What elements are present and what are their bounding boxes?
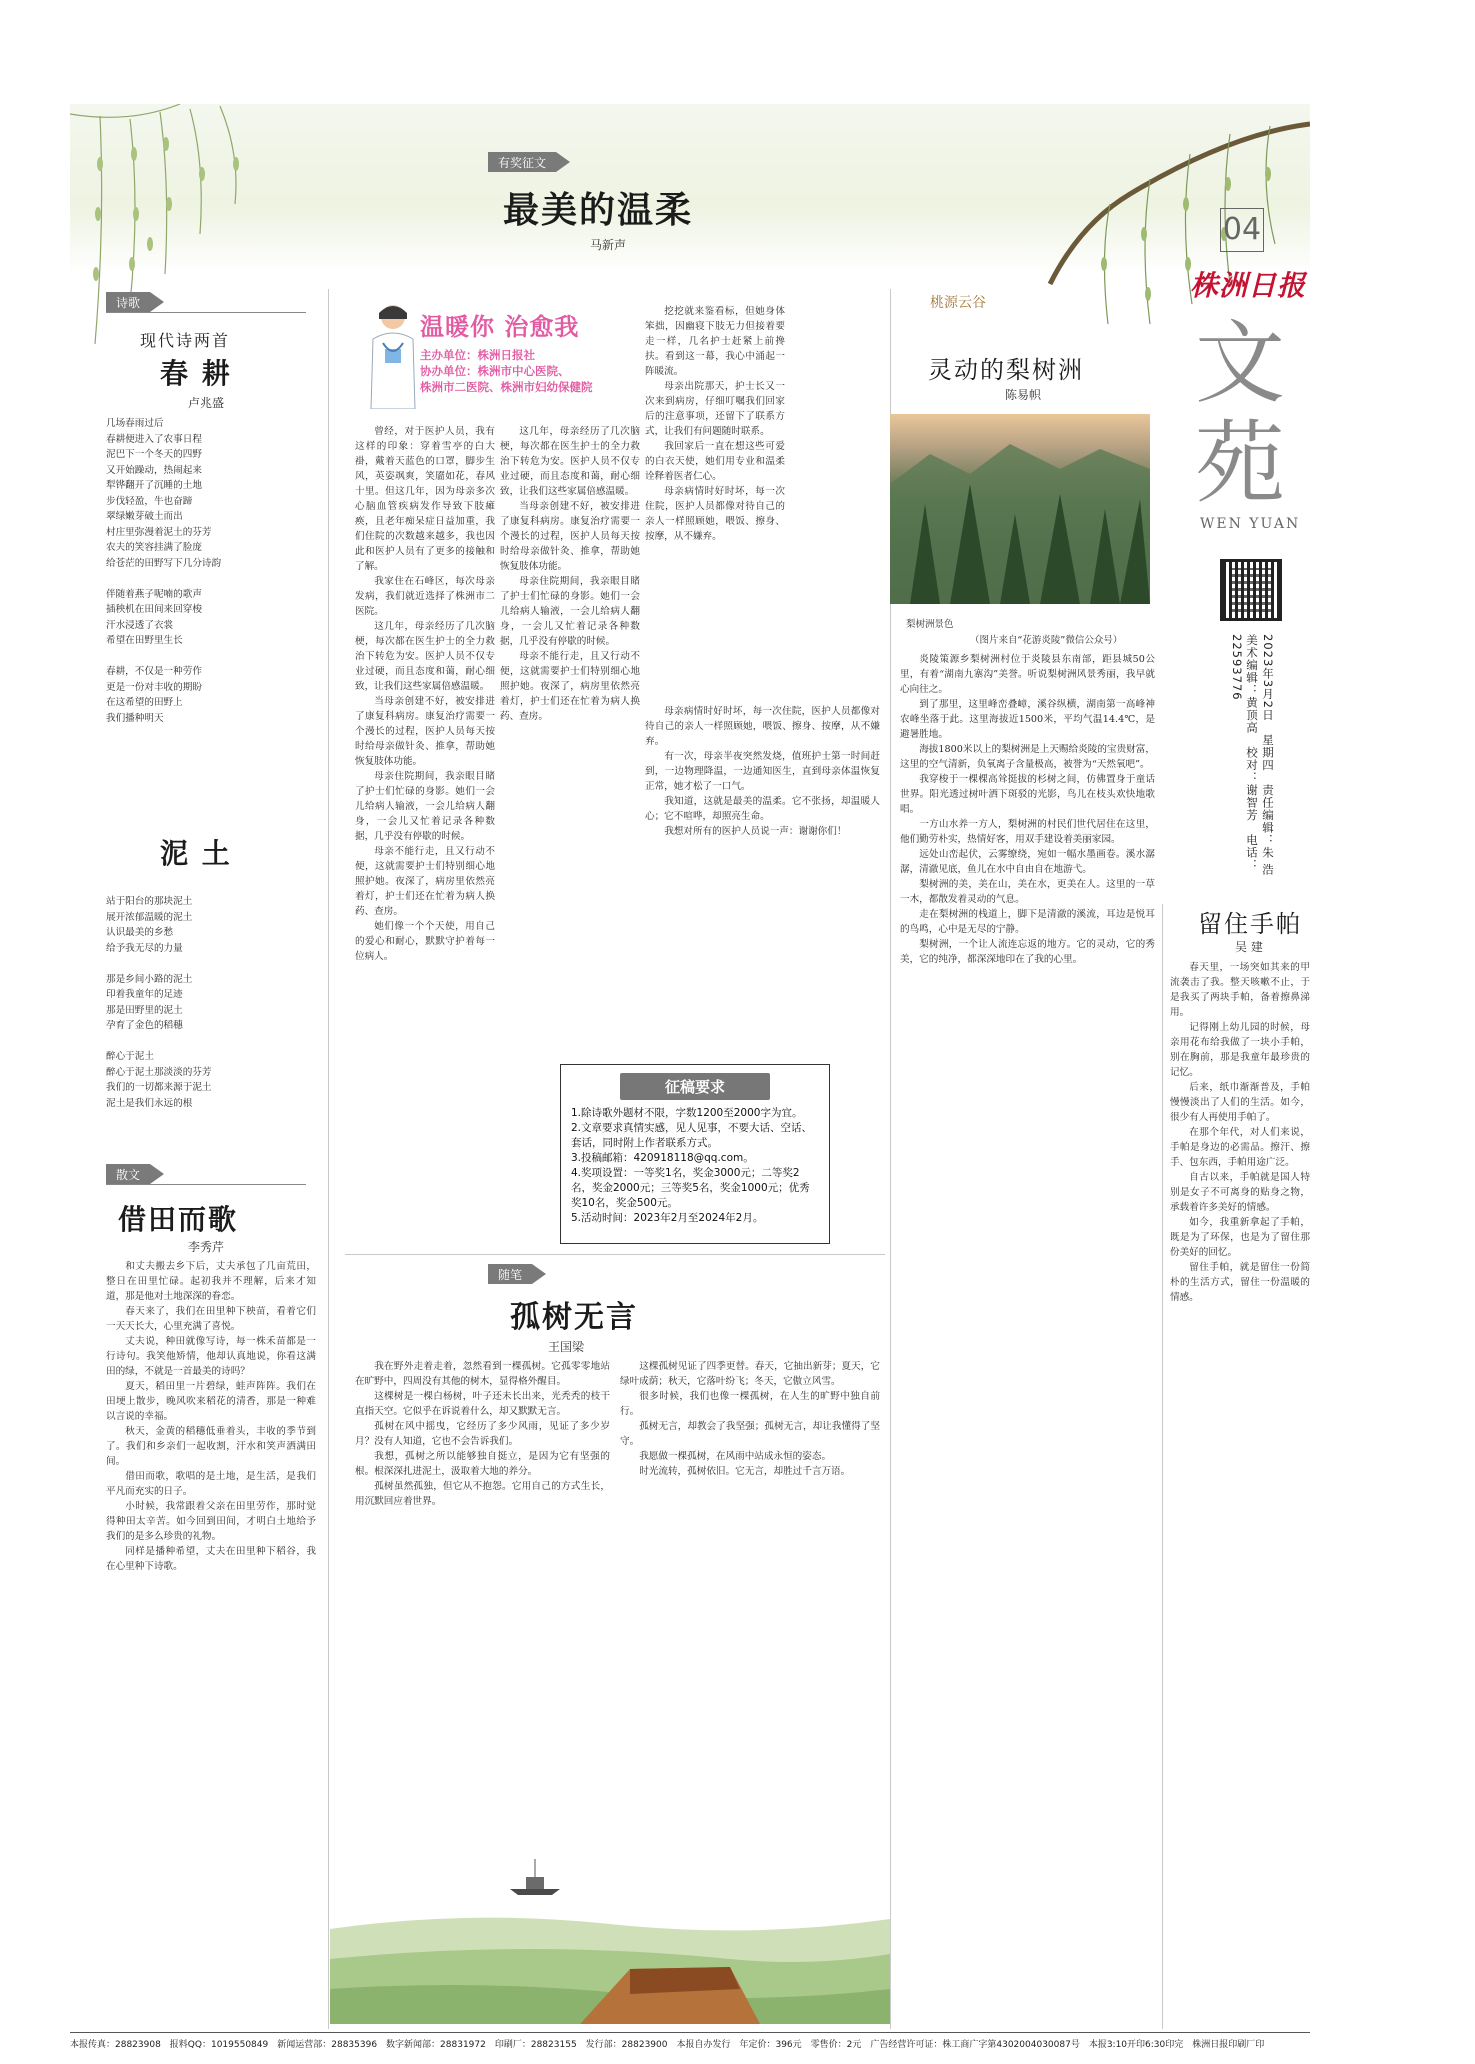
poem2-body: [106, 894, 316, 1184]
call-box-title: 征稿要求: [620, 1073, 770, 1100]
poem1-body: [106, 416, 316, 856]
section-divider: [345, 1254, 885, 1255]
call-box-item: 5.活动时间：2023年2月至2024年2月。: [571, 1212, 764, 1224]
section-tag-essay: 散文: [106, 1164, 150, 1184]
tree-article-column-1: 我在野外走着走着，忽然看到一棵孤树。它孤零零地站在旷野中，四周没有其他的树木，显得格外醒目。 这棵树是一棵白杨树，叶子还未长出来，光秃秃的枝干直指天空。它似乎在诉说着什么，却又默默无言。 孤树在风中摇曳，它经历了多少风雨，见证了多少岁月？没有人知道，它也不会告诉我们。 我想，孤树之所以能够独自挺立，是因为它有坚强的根。根深深扎进泥土，汲取着大地的养分。 孤树虽然孤独，但它从不抱怨。它用自己的方式生长，用沉默回应着世界。: [355, 1361, 610, 1507]
column-divider: [328, 289, 329, 2029]
poem-line: 我们的一切都来源于泥土: [106, 1082, 212, 1093]
section-name-cn: 文苑: [1195, 311, 1285, 516]
poem-line: 孕育了金色的稻穗: [106, 1020, 183, 1031]
brand-logo-peach-valley: 桃源云谷: [930, 295, 986, 311]
page-footer: 本报传真：28823908 报料QQ：1019550849 新闻运营部：28835396 数字新闻部：28831972 印刷厂：28823155 发行部：28823900 本报自办发行 年定价：396元 零售价：2元 广告经营许可证：株工商广字第4302004030087号 本报3:10开印6:30印完 株洲日报印刷厂印: [70, 2032, 1310, 2054]
poem-line: [106, 649, 316, 665]
poem-line: 给予我无尽的力量: [106, 942, 183, 954]
main-article-column-4: 母亲病情时好时坏，每一次住院，医护人员都像对待自己的亲人一样照顾她，喂饭、擦身、按摩，从不嫌弃。 有一次，母亲半夜突然发烧，值班护士第一时间赶到，一边物理降温，一边通知医生，直到母亲体温恢复正常，她才松了一口气。 我知道，这就是最美的温柔。它不张扬，却温暖人心；它不喧哗，却照亮生命。 我想对所有的医护人员说一声：谢谢你们！: [645, 706, 880, 837]
poem-line: 农夫的笑容挂满了脸庞: [106, 542, 202, 553]
page-number: 04: [1220, 208, 1264, 252]
poem-line: 泥巴下一个冬天的四野: [106, 449, 202, 460]
tag-underline: [106, 1184, 306, 1185]
tree-article-title: 孤树无言: [510, 1300, 638, 1335]
call-box-item: 3.投稿邮箱：420918118@qq.com。: [571, 1152, 754, 1164]
poem-line: 汗水浸透了衣裳: [106, 619, 174, 631]
essay-author: 李秀芹: [188, 1240, 225, 1254]
poem-line: 认识最美的乡愁: [106, 927, 174, 938]
handkerchief-article-title: 留住手帕: [1198, 910, 1302, 938]
column-divider: [1162, 904, 1163, 2029]
poem-line: 醉心于泥土: [106, 1051, 154, 1062]
poem-line: 村庄里弥漫着泥土的芬芳: [106, 526, 212, 538]
poem-line: 步伐轻盈，牛也奋蹄: [106, 495, 193, 507]
main-article-column-1: 曾经，对于医护人员，我有这样的印象：穿着雪亭的白大褂，戴着天蓝色的口罩，脚步生风，英姿飒爽，笑靥如花，春风十里。但这几年，因为母亲多次心脑血管疾病发作导致下肢瘫痪，且老年痴呆症日益加重，我们住院的次数越来越多，我也因此和医护人员有了更多的接触和了解。 我家住在石峰区，每次母亲发病，我们就近选择了株洲市二医院。 这几年，母亲经历了几次脑梗，每次都在医生护士的全力救治下转危为安。医护人员不仅专业过硬，而且态度和蔼，耐心细致，让我们这些家属倍感温暖。 当母亲创建不好，被安排进了康复科病房。康复治疗需要一个漫长的过程，医护人员每天按时给母亲做针灸、推拿，帮助她恢复肢体功能。 母亲住院期间，我亲眼目睹了护士们忙碌的身影。她们一会儿给病人输液，一会儿给病人翻身，一会儿又忙着记录各种数据，几乎没有停歇的时候。 母亲不能行走，且又行动不便，这就需要护士们特别细心地照护她。夜深了，病房里依然亮着灯，护士们还在忙着为病人换药、查房。 她们像一个个天使，用自己的爱心和耐心，默默守护着每一位病人。: [355, 426, 495, 962]
poem-line: [106, 1034, 316, 1050]
mountain-forest-image: [890, 414, 1150, 604]
main-article-title: 最美的温柔: [503, 189, 694, 231]
section-tag-poetry: 诗歌: [106, 292, 150, 312]
poem-line: 春耕便进入了农事日程: [106, 433, 202, 445]
section-tag-main: 有奖征文: [488, 152, 556, 172]
poem-line: 又开始躁动，热闹起来: [106, 464, 202, 476]
call-box-item: 2.文章要求真情实感，见人见事，不要大话、空话、套话，同时附上作者联系方式。: [571, 1122, 813, 1149]
photo-caption-credit: （图片来自“花游炎陵”微信公众号）: [970, 635, 1123, 646]
pear-article-author: 陈易帜: [1005, 388, 1042, 402]
poem-line: 几场春雨过后: [106, 418, 164, 429]
section-tag-essay-short: 随笔: [488, 1264, 532, 1284]
willow-branches-left: [70, 104, 370, 354]
poem-line: [106, 571, 316, 587]
call-for-submissions-box: [560, 1064, 830, 1244]
promo-title: 温暖你 治愈我: [420, 313, 580, 341]
main-article-column-2: 这几年，母亲经历了几次脑梗，每次都在医生护士的全力救治下转危为安。医护人员不仅专业过硬，而且态度和蔼，耐心细致，让我们这些家属倍感温暖。 当母亲创建不好，被安排进了康复科病房。康复治疗需要一个漫长的过程，医护人员每天按时给母亲做针灸、推拿，帮助她恢复肢体功能。 母亲住院期间，我亲眼目睹了护士们忙碌的身影。她们一会儿给病人输液，一会儿给病人翻身，一会儿又忙着记录各种数据，几乎没有停歇的时候。 母亲不能行走，且又行动不便，这就需要护士们特别细心地照护她。夜深了，病房里依然亮着灯，护士们还在忙着为病人换药、查房。: [500, 426, 640, 722]
editor-meta: 2023年3月2日 星期四 责任编辑：朱 浩 美术编辑：黄顶高 校对：谢智芳 电话：22593776: [1230, 634, 1275, 889]
poem-line: 犁铧翻开了沉睡的土地: [106, 480, 202, 491]
poem-line: 那是乡间小路的泥土: [106, 973, 193, 985]
tree-article-author: 王国梁: [548, 1340, 585, 1354]
promo-host: 主办单位：株洲日报社: [420, 348, 535, 362]
handkerchief-article-body: 春天里，一场突如其来的甲流袭击了我。整天咳嗽不止，于是我买了两块手帕，备着擦鼻涕用。 记得刚上幼儿园的时候，母亲用花布给我做了一块小手帕，别在胸前，那是我童年最珍贵的记忆。 后来，纸巾渐渐普及，手帕慢慢淡出了人们的生活。如今，很少有人再使用手帕了。 在那个年代，对人们来说，手帕是身边的必需品。擦汗、擦手、包东西，手帕用途广泛。 自古以来，手帕就是国人特别是女子不可离身的贴身之物，承载着许多美好的情感。 如今，我重新拿起了手帕，既是为了环保，也是为了留住那份美好的回忆。 留住手帕，就是留住一份简朴的生活方式，留住一份温暖的情感。: [1170, 962, 1310, 1303]
promo-organizers: [420, 347, 593, 395]
poem-line: 伴随着燕子呢喃的歌声: [106, 588, 202, 600]
poem2-title: 泥 土: [160, 837, 232, 870]
promo-co-organizer-1: 协办单位：株洲市中心医院、: [420, 364, 570, 378]
poem-line: 醉心于泥土那淡淡的芬芳: [106, 1066, 212, 1078]
poetry-author: 卢兆盛: [188, 396, 225, 410]
poem-line: 那是田野里的泥土: [106, 1004, 183, 1016]
call-box-item: 4.奖项设置：一等奖1名，奖金3000元；二等奖2名，奖金2000元；三等奖5名，奖金1000元；优秀奖10名，奖金500元。: [571, 1167, 810, 1209]
pear-tree-island-photo: [890, 414, 1150, 604]
poem-line: 希望在田野里生长: [106, 635, 183, 646]
photo-caption-title: 梨树洲景色: [906, 619, 954, 630]
qr-code-icon: [1220, 559, 1282, 621]
main-article-author: 马新声: [590, 238, 627, 252]
poem-line: 印着我童年的足迹: [106, 989, 183, 1000]
poem-line: 更是一份对丰收的期盼: [106, 681, 202, 693]
pear-article-title: 灵动的梨树洲: [928, 356, 1084, 384]
poem-line: 在这希望的田野上: [106, 697, 183, 708]
section-name-en: WEN YUAN: [1200, 516, 1301, 532]
promo-co-organizer-2: 株洲市二医院、株洲市妇幼保健院: [420, 380, 593, 394]
poem-line: 给苍茫的田野写下几分诗韵: [106, 557, 222, 569]
newspaper-name: 株洲日报: [1190, 269, 1307, 302]
call-box-item: 1.除诗歌外题材不限，字数1200至2000字为宜。: [571, 1107, 803, 1119]
handkerchief-article-author: 吴 建: [1235, 940, 1263, 954]
essay-body: 和丈夫搬去乡下后，丈夫承包了几亩荒田，整日在田里忙碌。起初我并不理解，后来才知道，那是他对土地深深的眷恋。 春天来了，我们在田里种下秧苗，看着它们一天天长大，心里充满了喜悦。 丈夫说，种田就像写诗，每一株禾苗都是一行诗句。我笑他矫情，他却认真地说，你看这满田的绿，不就是一首最美的诗吗？ 夏天，稻田里一片碧绿，蛙声阵阵。我们在田埂上散步，晚风吹来稻花的清香，那是一种难以言说的幸福。 秋天，金黄的稻穗低垂着头，丰收的季节到了。我们和乡亲们一起收割，汗水和笑声洒满田间。 借田而歌，歌唱的是土地，是生活，是我们平凡而充实的日子。 小时候，我常跟着父亲在田里劳作，那时觉得种田太辛苦。如今回到田间，才明白土地给予我们的是多么珍贵的礼物。 同样是播种希望，丈夫在田里种下稻谷，我在心里种下诗歌。: [106, 1261, 316, 1572]
tag-underline: [106, 312, 306, 313]
lake-scenery-illustration: [330, 1849, 890, 2024]
poem1-title: 春 耕: [160, 357, 232, 390]
poem-line: 春耕，不仅是一种劳作: [106, 666, 202, 677]
newspaper-page: [70, 104, 1310, 2024]
pear-article-body: 炎陵策源乡梨树洲村位于炎陵县东南部，距县城50公里，有着“湖南九寨沟”美誉。听说梨树洲风景秀丽，我早就心向往之。 到了那里，这里峰峦叠嶂，溪谷纵横，湖南第一高峰神农峰坐落于此。这里海拔近1500米，平均气温14.4℃，是避暑胜地。 海拔1800米以上的梨树洲是上天赐给炎陵的宝贵财富，这里的空气清新，负氧离子含量极高，被誉为“天然氧吧”。 我穿梭于一棵棵高耸挺拔的杉树之间，仿佛置身于童话世界。阳光透过树叶洒下斑驳的光影，鸟儿在枝头欢快地歌唱。 一方山水养一方人，梨树洲的村民们世代居住在这里，他们勤劳朴实，热情好客，用双手建设着美丽家园。 远处山峦起伏，云雾缭绕，宛如一幅水墨画卷。溪水潺潺，清澈见底，鱼儿在水中自由自在地游弋。 梨树洲的美，美在山，美在水，更美在人。这里的一草一木，都散发着灵动的气息。 走在梨树洲的栈道上，脚下是清澈的溪流，耳边是悦耳的鸟鸣，心中是无尽的宁静。 梨树洲，一个让人流连忘返的地方。它的灵动，它的秀美，它的纯净，都深深地印在了我的心里。: [900, 654, 1155, 965]
essay-title: 借田而歌: [118, 1203, 239, 1236]
main-article-column-3: 挖挖就来鉴看标，但她身体笨拙，因幽寝下肢无力但接着要走一样，几名护士赶紧上前搀扶。看到这一幕，我心中涌起一阵暖流。 母亲出院那天，护士长又一次来到病房，仔细叮嘱我们回家后的注意事项，还留下了联系方式，让我们有问题随时联系。 我回家后一直在想这些可爱的白衣天使，她们用专业和温柔诠释着医者仁心。 母亲病情时好时坏，每一次住院，医护人员都像对待自己的亲人一样照顾她，喂饭、擦身、按摩，从不嫌弃。: [645, 306, 785, 542]
poem-line: 展开浓郁温暖的泥土: [106, 911, 193, 923]
tree-article-column-2: 这棵孤树见证了四季更替。春天，它抽出新芽；夏天，它绿叶成荫；秋天，它落叶纷飞；冬天，它傲立风雪。 很多时候，我们也像一棵孤树，在人生的旷野中独自前行。 孤树无言，却教会了我坚强；孤树无言，却让我懂得了坚守。 我愿做一棵孤树，在风雨中站成永恒的姿态。 时光流转，孤树依旧。它无言，却胜过千言万语。: [620, 1361, 880, 1477]
poem-line: 插秧机在田间来回穿梭: [106, 604, 202, 615]
poetry-heading: 现代诗两首: [140, 331, 231, 350]
poem-line: [106, 956, 316, 972]
doctor-illustration-icon: [365, 299, 420, 409]
poem-line: 泥土是我们永远的根: [106, 1097, 193, 1109]
poem-line: 我们播种明天: [106, 712, 164, 724]
poem-line: 站于阳台的那块泥土: [106, 896, 193, 907]
poem-line: 翠绿嫩芽破土而出: [106, 511, 183, 522]
